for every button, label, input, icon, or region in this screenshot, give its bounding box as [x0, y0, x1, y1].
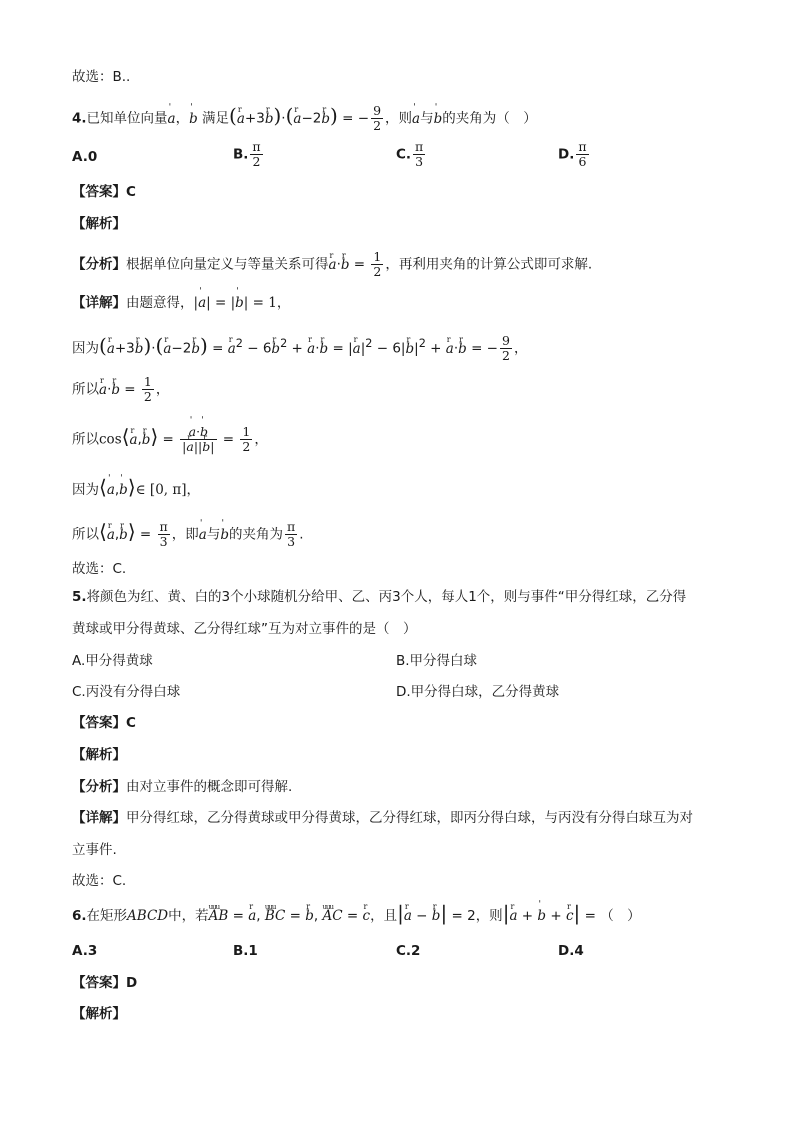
question-6-stem: 6.在矩形ABCD中，若uuu AB = r a, uuu BC = r b, uuu AC = r c，且|r a − r b| = 2，则|r a + ˈ b + r c| = （ ） [72, 904, 641, 925]
q6-option-a: A.3 [72, 943, 98, 959]
q4-step-3: 所以cos⟨r a,r b⟩ = ˈ $\frac{\text{a·ˈ b}}{\text{|r a||r b|}}$ = $\frac{1}{2}$ ， [72, 425, 268, 454]
q4-xiangjie: 【详解】由题意得，|ˈ a| = |ˈ b| = 1， [72, 294, 290, 312]
q4-step-5: 所以⟨r a,r b⟩ = $\frac{\pi}{3}$ ，即ˈ a与ˈ b的夹角为 $\frac{\pi}{3}$ . [72, 520, 304, 549]
question-5-stem-line-2: 黄球或甲分得黄球、乙分得红球”互为对立事件的是（ ） [72, 621, 417, 637]
q4-answer: 【答案】C [72, 184, 136, 200]
q6-option-b: B.1 [233, 943, 258, 959]
q4-step-4: 因为⟨ˈ a,ˈ b⟩∈ [0, π]， [72, 478, 200, 499]
q4-step-1: 因为(r a+3r b)·(r a−2r b) = r $a^2 - 6r$ $b^2 + r$ a·r b = |r $a|^2 - 6|r$ $b|^2 + r$ a·r b = − $\frac{9}{2}$ ， [72, 334, 527, 363]
q5-xiangjie-line-2: 立事件. [72, 842, 117, 858]
q5-analysis-label: 【解析】 [72, 747, 126, 763]
q5-option-d: D.甲分得白球，乙分得黄球 [396, 684, 560, 700]
q5-conclusion: 故选：C. [72, 873, 127, 889]
q4-fenxi: 【分析】根据单位向量定义与等量关系可得r a·r b = $\frac{1}{2}$ ，再利用夹角的计算公式即可求解. [72, 250, 592, 279]
q6-answer: 【答案】D [72, 975, 138, 991]
q6-option-d: D.4 [558, 943, 584, 959]
q4-conclusion: 故选：C. [72, 561, 127, 577]
q4-analysis-label: 【解析】 [72, 216, 126, 232]
q4-option-b: B. $\frac{\pi}{2}$ [233, 139, 261, 169]
q6-analysis-label: 【解析】 [72, 1006, 126, 1022]
q4-option-d: D. $\frac{\pi}{6}$ [558, 139, 587, 169]
q4-option-c: C. $\frac{\pi}{3}$ [396, 139, 424, 169]
q5-xiangjie-line-1: 【详解】甲分得红球，乙分得黄球或甲分得黄球，乙分得红球，即丙分得白球，与丙没有分得白球互为对 [72, 810, 693, 826]
q5-answer: 【答案】C [72, 715, 136, 731]
answer-conclusion: 故选：B.. [72, 69, 131, 85]
q4-step-2: 所以r a·r b = $\frac{1}{2}$ ， [72, 375, 169, 404]
q5-option-c: C.丙没有分得白球 [72, 684, 181, 700]
q6-option-c: C.2 [396, 943, 421, 959]
question-5-stem-line-1: 5.将颜色为红、黄、白的3个小球随机分给甲、乙、丙3个人，每人1个，则与事件“甲分得红球，乙分得 [72, 589, 687, 605]
q5-option-b: B.甲分得白球 [396, 653, 478, 669]
q4-option-a: A.0 [72, 149, 98, 165]
question-4-stem: 4.已知单位向量ˈ a，ˈ b 满足(r a+3r b)·(r a−2r b) = − $\frac{9}{2}$ ，则ˈ a与ˈ b的夹角为（ ） [72, 104, 537, 133]
q5-fenxi: 【分析】由对立事件的概念即可得解. [72, 779, 293, 795]
q5-option-a: A.甲分得黄球 [72, 653, 153, 669]
